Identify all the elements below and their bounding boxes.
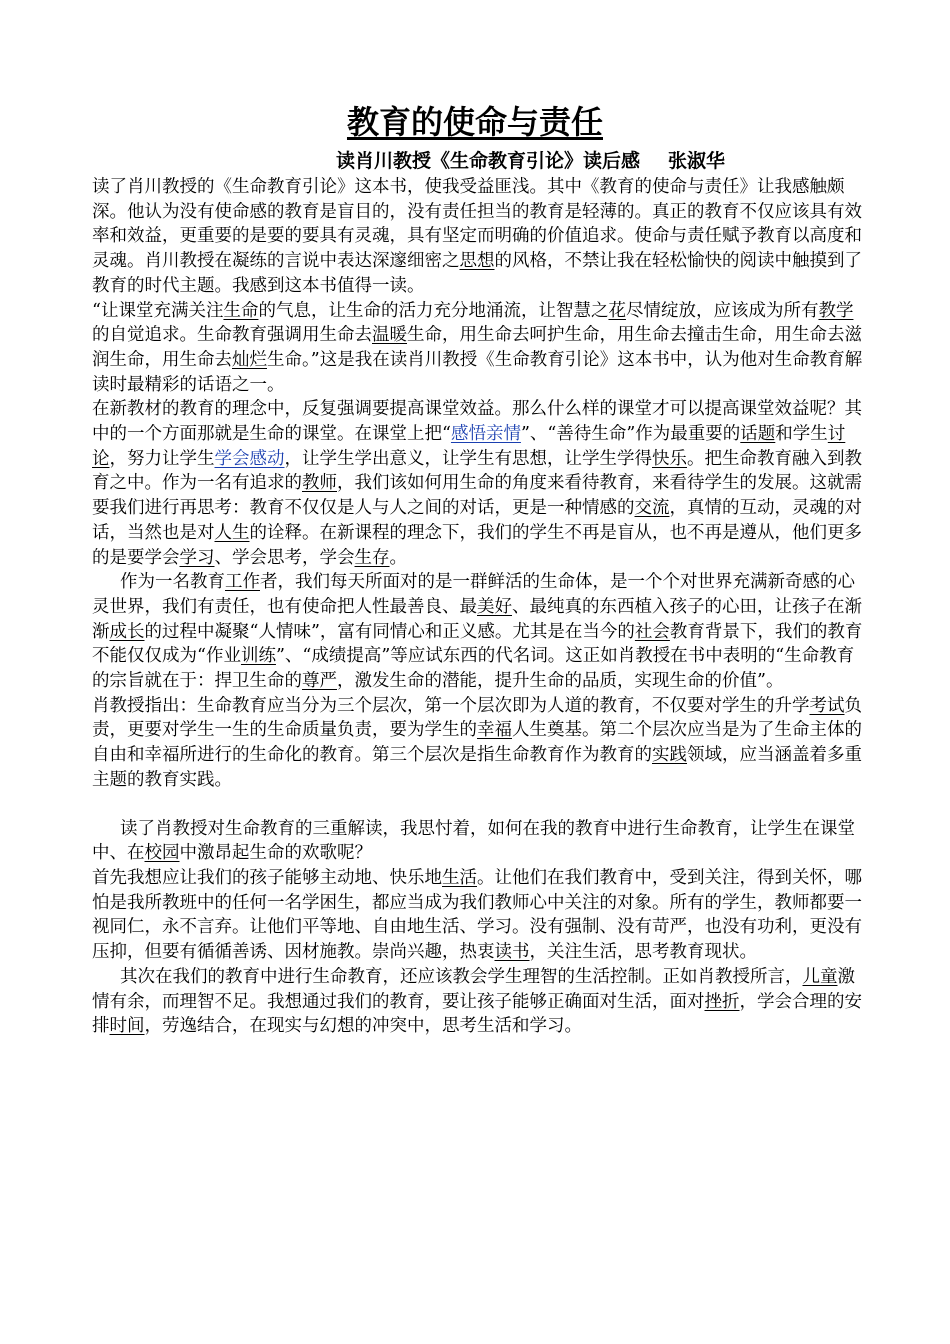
text-run: 者，我们每天所面对的是一群鲜活的生命体，是一个个对世界充满新奇感的心灵世界，我们有责任，也有使命把人性最善良、最 [92,572,855,617]
text-run: 中激昂起生命的欢歌呢？ [179,843,372,864]
keyword-underlined: 训练 [240,646,276,667]
keyword-underlined: 尊严 [302,671,337,692]
text-run: 。让他们在我们教育中，受到关注，得到关怀，哪怕是我所教班中的任何一名学困生，都应当成为我们教师心中关注的对象。所有的学生，教师都要一视同仁，永不言弃。让他们平等地、自由地生活、学习。没有强制、没有苛严，也没有功利，更没有压抑，但要有循循善诱、因材施教。崇尚兴趣，热衷 [92,867,862,963]
text-run: “让课堂充满关注 [92,300,224,321]
paragraph [92,965,867,1039]
text-run: 、最纯真的东西植入孩子的心田，让孩子在渐渐 [92,596,862,642]
text-run: 的气息，让生命的活力充分地涌流，让智慧之 [258,300,609,321]
paragraph [92,694,867,793]
keyword-underlined: 花 [608,300,626,321]
keyword-underlined: 生活 [442,867,477,888]
keyword-underlined: 生存 [354,547,390,568]
keyword-underlined: 人生 [214,522,250,543]
keyword-underlined: 儿童 [802,966,838,987]
keyword-underlined: 生命 [223,300,259,321]
text-run: ，劳逸结合，在现实与幻想的冲突中，思考生活和学习。 [144,1016,582,1037]
keyword-underlined: 快乐 [652,448,687,469]
text-run: ”、“成绩提高”等应试东西的代名词。这正如肖教授在书中表明的“生命教育的宗旨就在于：捍卫生命的 [92,646,855,692]
text-run: 的风格，不禁让我在轻松愉快的阅读中触摸到了教育的时代主题。我感到这本书值得一读。 [92,251,862,296]
paragraph [92,175,867,299]
article-body [92,175,867,1039]
text-run: 激情有余，而理智不足。我想通过我们的教育，要让孩子能够正确面对生活，面对 [92,966,855,1012]
keyword-underlined: 幸福 [477,720,512,741]
text-run: 的过程中凝聚“人情味”，富有同情心和正义感。尤其是在当今的 [144,621,635,642]
text-run: 、学会思考，学会 [214,547,355,568]
keyword-underlined: 校园 [144,843,180,864]
keyword-underlined: 读书 [494,942,530,963]
text-run: ”、“善待生命”作为最重要的 [520,424,741,445]
text-run: ，学会合理的安排 [92,991,862,1037]
text-run: 的自觉追求。生命教育强调用生命去 [92,325,372,346]
keyword-underlined: 交流 [634,498,670,519]
keyword-underlined: 考试 [809,695,845,716]
keyword-underlined: 工作 [225,572,260,593]
text-run: 生命，用生命去呵护生命，用生命去撞击生命，用生命去滋润生命，用生命去 [92,325,862,370]
keyword-underlined: 挫折 [704,991,740,1012]
hyperlink[interactable]: 学会感动 [214,448,285,469]
keyword-underlined: 时间 [109,1016,145,1037]
text-run: 读了肖川教授的《生命教育引论》这本书，使我受益匪浅。其中《教育的使命与责任》让我感触颇深。他认为没有使命感的教育是盲目的，没有责任担当的教育是轻薄的。真正的教育不仅应该具有效率和效益，更重要的是要的要具有灵魂，具有坚定而明确的价值追求。使命与责任赋予教育以高度和灵魂。肖川教授在凝练的言说中表达深邃细密之 [92,177,862,272]
paragraph [92,397,867,570]
text-run: 首先我想应让我们的孩子能够主动地、快乐地 [92,867,442,888]
author-name: 张淑华 [668,150,726,172]
keyword-underlined: 教学 [818,300,854,321]
page-subtitle [336,148,725,174]
text-run: ，真情的互动，灵魂的对话，当然也是对 [92,498,862,543]
keyword-underlined: 教师 [302,473,337,494]
text-run: 和学生 [775,424,828,445]
text-run: ，关注生活，思考教育现状。 [529,942,757,963]
text-run: 作为一名教育 [120,572,225,593]
text-run: 在新教材的教育的理念中，反复强调要提高课堂效益。那么什么样的课堂才可以提高课堂效益呢？其中的一个方面那就是生命的课堂。在课堂上把“ [92,399,862,445]
text-run: ，努力让学生 [109,448,215,469]
text-run: 尽情绽放，应该成为所有 [625,300,819,321]
text-run: ，我们该如何用生命的角度来看待教育，来看待学生的发展。这就需要我们进行再思考：教育不仅仅是人与人之间的对话，更是一种情感的 [92,473,862,519]
text-run: 。 [389,547,407,568]
paragraph [92,866,867,965]
text-run: 肖教授指出：生命教育应当分为三个层次，第一个层次即为人道的教育，不仅要对学生的升学 [92,695,810,716]
text-run: 领域，应当涵盖着多重主题的教育实践。 [92,745,862,790]
text-run: 教育背景下，我们的教育不能仅仅成为“作业 [92,621,863,667]
text-run: 的诠释。在新课程的理念下，我们的学生不再是盲从，也不再是遵从，他们更多的是要学会 [92,522,862,568]
keyword-underlined: 灿烂 [232,349,267,370]
keyword-underlined: 美好 [477,596,512,617]
keyword-underlined: 实践 [652,745,687,766]
keyword-underlined: 话题 [740,424,776,445]
text-run: 读了肖教授对生命教育的三重解读，我思忖着，如何在我的教育中进行生命教育，让学生在课堂中、在 [92,818,855,864]
keyword-underlined: 社会 [634,621,670,642]
text-run: 负责，更要对学生一生的生命质量负责，要为学生的 [92,695,862,741]
keyword-underlined: 思想 [459,251,495,272]
paragraph [92,817,867,866]
text-run: 人生奠基。第二个层次应当是为了生命主体的自由和幸福所进行的生命化的教育。第三个层次是指生命教育作为教育的 [92,720,862,766]
paragraph [92,299,867,398]
page-title: 教育的使命与责任 [346,103,603,141]
text-run: ，激发生命的潜能，提升生命的品质，实现生命的价值”。 [337,671,784,692]
keyword-underlined: 讨论 [92,424,846,469]
text-run: ，让学生学出意义，让学生有思想，让学生学得 [284,448,652,469]
text-run: 生命。”这是我在读肖川教授《生命教育引论》这本书中，认为他对生命教育解读时最精彩的话语之一。 [92,349,863,395]
subtitle-text: 读肖川教授《生命教育引论》读后感 [336,150,641,172]
keyword-underlined: 温暖 [372,325,407,346]
paragraph-spacer [92,793,867,817]
text-run: 。把生命教育融入到教育之中。作为一名有追求的 [92,448,862,494]
text-run: 其次在我们的教育中进行生命教育，还应该教会学生理智的生活控制。正如肖教授所言， [120,966,803,987]
keyword-underlined: 成长 [109,621,145,642]
hyperlink[interactable]: 感悟亲情 [450,424,521,445]
keyword-underlined: 学习 [179,547,215,568]
paragraph [92,570,867,694]
